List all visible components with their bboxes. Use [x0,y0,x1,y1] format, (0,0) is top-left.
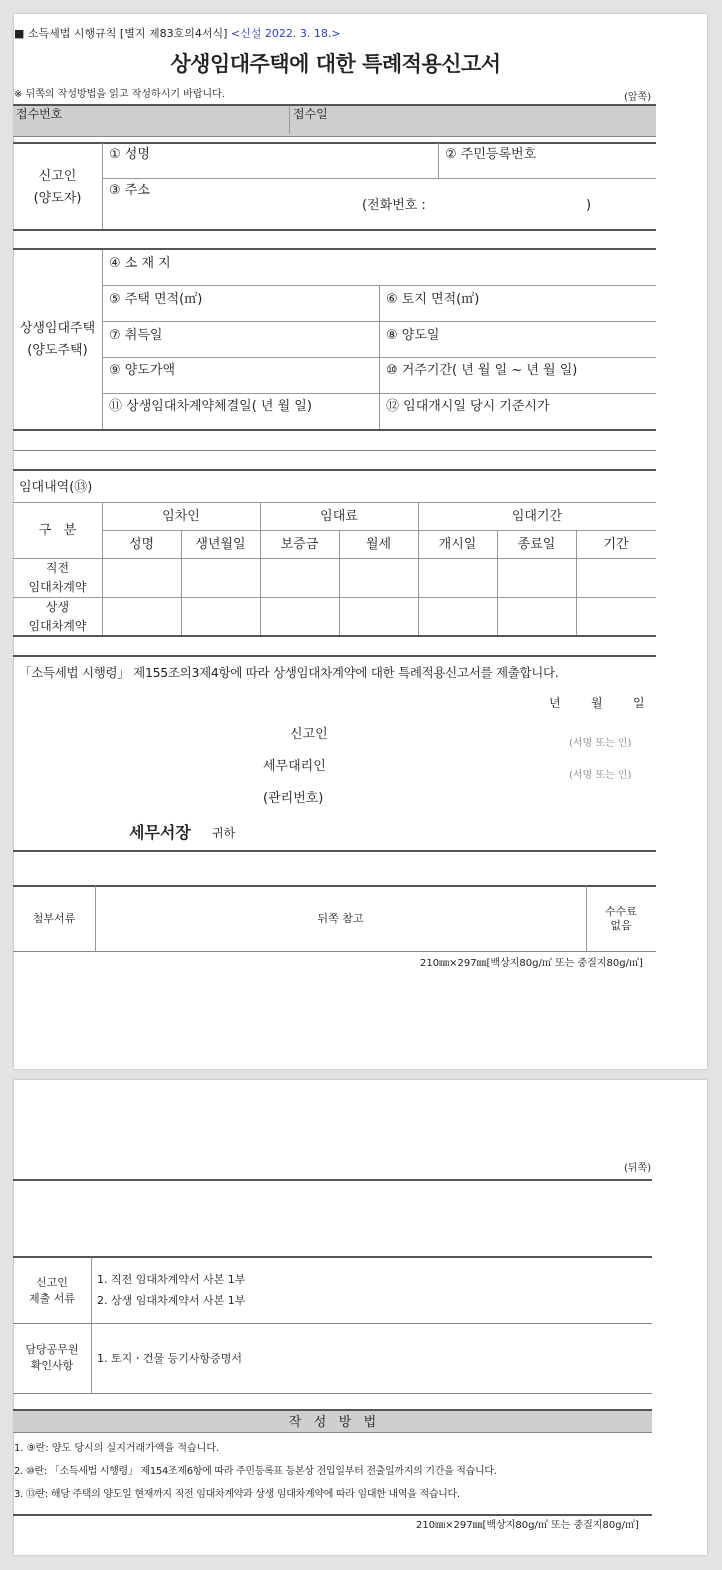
instruction-note: ※ 뒤쪽의 작성방법을 읽고 작성하시기 바랍니다. [14,89,225,100]
date-year: 년 [549,696,561,710]
house-area-field[interactable]: ⑤ 주택 면적(㎡) [109,292,203,307]
address-field[interactable]: ③ 주소 [109,183,150,198]
acquired-date-field[interactable]: ⑦ 취득일 [109,328,163,343]
form-title: 상생임대주택에 대한 특례적용신고서 [170,52,501,76]
list-item: 2. 상생 임대차계약서 사본 1부 [97,1294,246,1307]
table-row: 상생 임대차계약 [28,600,87,633]
rent-header: 임대료 [320,509,358,524]
phone-close: ) [586,198,592,213]
standard-price-field[interactable]: ⑫ 임대개시일 당시 기준시가 [386,399,550,414]
reporter-sign-label: 신고인 [290,727,328,742]
subheader-deposit: 보증금 [280,537,319,552]
form-rule: ■ 소득세법 시행규칙 [별지 제83호의4서식] <신설 2022. 3. 18.> [14,27,341,40]
list-item: 2. ⑩란: 「소득세법 시행령」 제154조제6항에 따라 주민등록표 등본상 전입일부터 전출일까지의 기간을 적습니다. [14,1466,497,1477]
receipt-number-label: 접수번호 [16,107,63,121]
officer-check-label: 담당공무원 확인사항 [25,1343,79,1372]
land-area-field[interactable]: ⑥ 토지 면적(㎡) [386,292,480,307]
list-item: 3. ⑬란: 해당 주택의 양도일 현재까지 직전 임대차계약과 상생 임대차계약에 따라 임대한 내역을 적습니다. [14,1489,460,1500]
list-item: 1. 직전 임대차계약서 사본 1부 [97,1273,246,1286]
fee-label: 수수료 없음 [605,905,637,932]
paper-spec-back: 210㎜×297㎜[백상지80g/㎡ 또는 중질지80g/㎡] [416,1520,639,1531]
front-label: (앞쪽) [624,92,652,103]
location-field[interactable]: ④ 소 재 지 [109,256,171,271]
table-row: 직전 임대차계약 [28,561,87,594]
reporter-sign[interactable]: (서명 또는 인) [569,738,632,749]
amend-date: <신설 2022. 3. 18.> [230,27,341,40]
agent-sign[interactable]: (서명 또는 인) [569,770,632,781]
receipt-date-label: 접수일 [293,107,328,121]
subheader-duration: 기간 [603,537,629,552]
attachments-label: 첨부서류 [32,912,76,925]
management-number-label: (관리번호) [263,791,324,806]
submit-docs-label: 신고인 제출 서류 [28,1276,75,1305]
subheader-monthly: 월세 [365,537,392,552]
receipt-row [13,104,656,137]
list-item: 1. ⑨란: 양도 당시의 실지거래가액을 적습니다. [14,1443,220,1454]
square-icon: ■ [14,27,25,40]
reporter-label: 신고인 (양도자) [33,169,82,206]
lease-title: 임대내역(⑬) [19,480,93,495]
agent-sign-label: 세무대리인 [263,759,326,774]
recipient-suffix: 귀하 [212,826,236,840]
paper-spec-front: 210㎜×297㎜[백상지80g/㎡ 또는 중질지80g/㎡] [420,958,643,969]
transfer-price-field[interactable]: ⑨ 양도가액 [109,363,176,378]
subheader-name: 성명 [128,537,155,552]
contract-date-field[interactable]: ⑪ 상생임대차계약체결일( 년 월 일) [109,399,312,414]
residence-period-field[interactable]: ⑩ 거주기간( 년 월 일 ~ 년 월 일) [386,363,578,378]
transfer-date-field[interactable]: ⑧ 양도일 [386,328,440,343]
declaration-text: 「소득세법 시행령」 제155조의3제4항에 따라 상생임대차계약에 대한 특례적용신고서를 제출합니다. [19,665,559,680]
form-back-page [14,1080,707,1555]
lease-category-header: 구 분 [38,523,77,538]
list-item: 1. 토지ㆍ건물 등기사항증명서 [97,1352,242,1365]
date-day: 일 [633,696,645,710]
subheader-end: 종료일 [517,537,556,552]
subheader-start: 개시일 [438,537,477,552]
attachments-content: 뒤쪽 참고 [317,912,364,925]
rrn-field[interactable]: ② 주민등록번호 [445,147,537,162]
tax-office-label: 세무서장 [129,823,191,842]
phone-label: (전화번호 : [362,198,426,213]
date-month: 월 [591,696,603,710]
tenant-header: 임차인 [162,509,200,524]
subheader-birth: 생년월일 [195,537,246,552]
back-label: (뒤쪽) [624,1163,652,1174]
period-header: 임대기간 [511,509,563,524]
house-label: 상생임대주택 (양도주택) [19,321,96,358]
writing-method-header: 작 성 방 법 [13,1409,652,1433]
name-field[interactable]: ① 성명 [109,147,150,162]
